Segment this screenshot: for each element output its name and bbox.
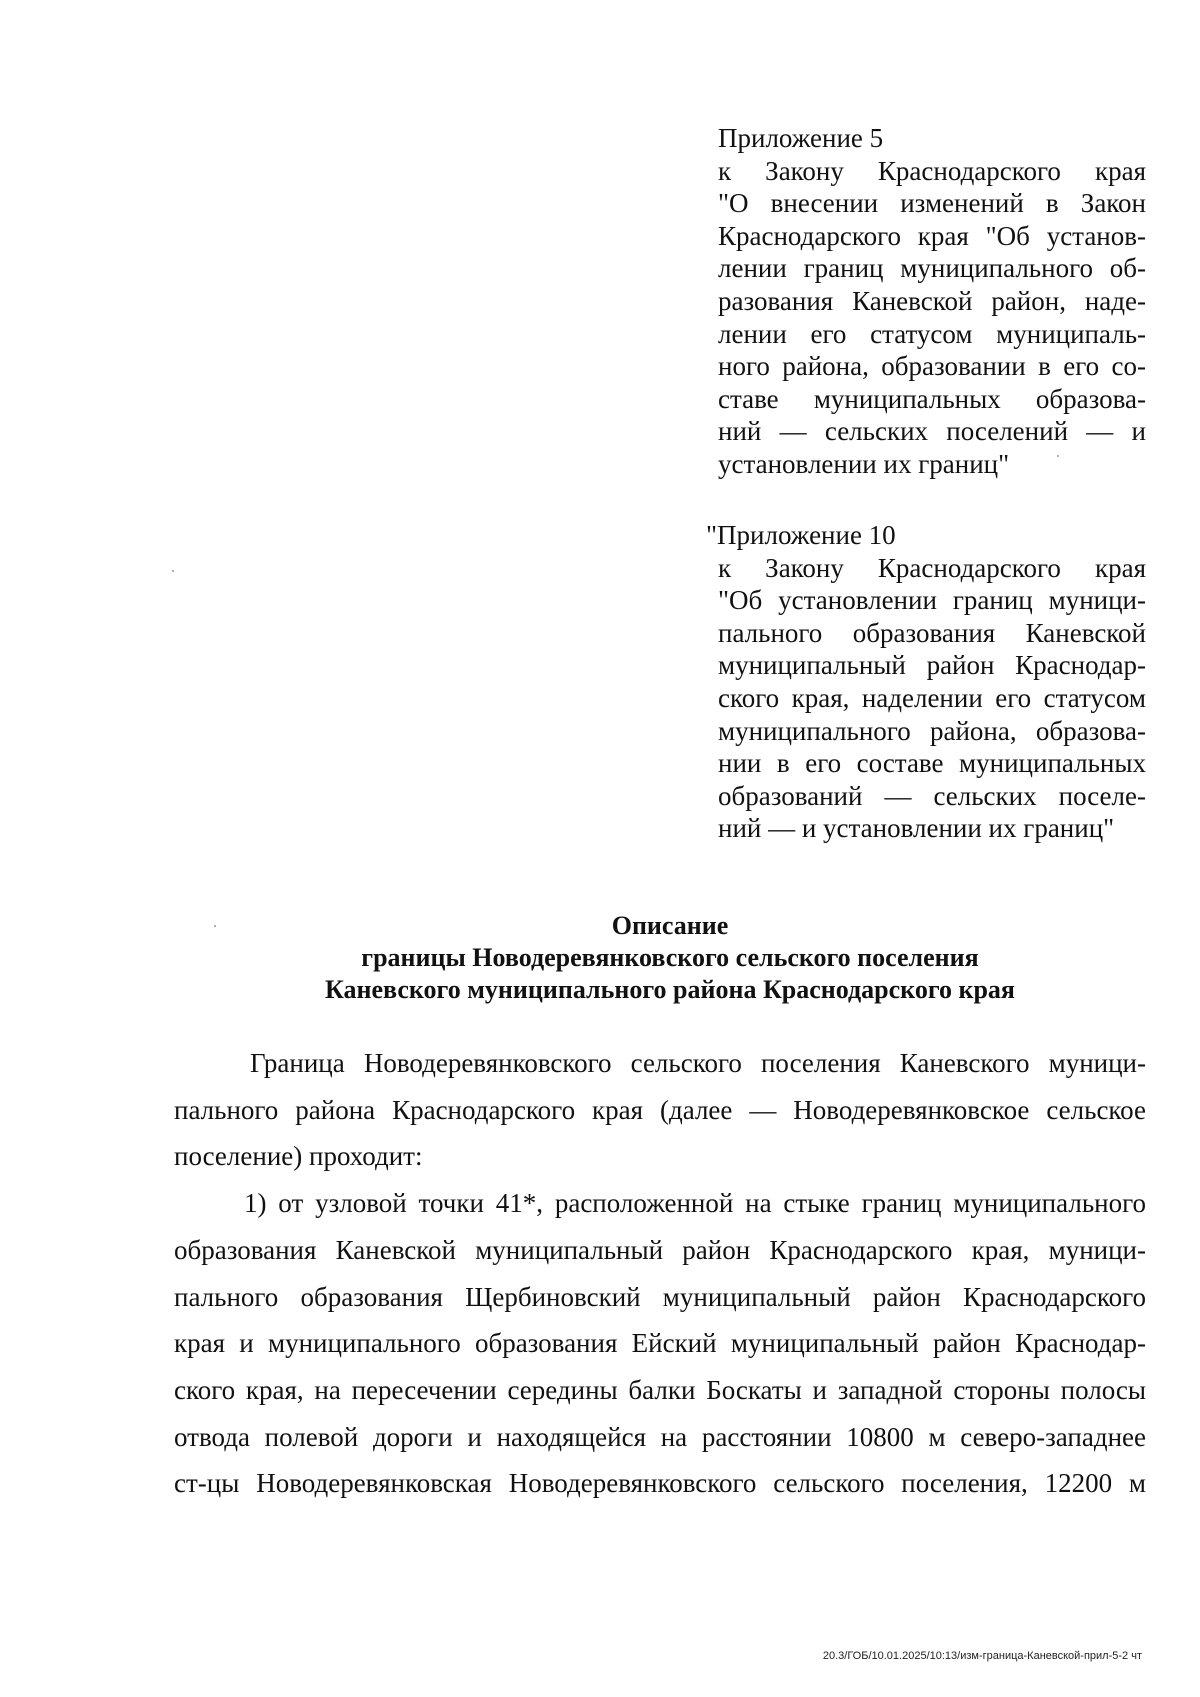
paragraph-1 — [174, 1040, 1146, 1180]
appendix-10-line: нии в его составе муниципальных — [718, 748, 1146, 779]
appendix-5-line: "О внесении изменений в Закон — [718, 188, 1146, 219]
appendix-5-text — [718, 155, 1146, 481]
appendix-5-line: к Закону Краснодарского края — [718, 155, 1146, 186]
appendix-10-text — [718, 552, 1146, 845]
appendix-10-line: пального образования Каневской — [718, 617, 1146, 648]
paragraph-line: поселение) проходит: — [174, 1141, 423, 1172]
appendix-5-line: ний — сельских поселений — и — [718, 416, 1146, 447]
appendix-10-line: к Закону Краснодарского края — [718, 552, 1146, 583]
paragraph-line: 1) от узловой точки 41*, расположенной на стыке границ муниципального — [244, 1188, 1146, 1219]
paragraph-2 — [174, 1180, 1146, 1507]
heading-line-2: границы Новодеревянковского сельского поселения — [361, 943, 979, 972]
appendix-5-line: Краснодарского края "Об установ- — [718, 220, 1146, 251]
appendix-5-block — [718, 122, 1146, 481]
scan-speck — [1057, 455, 1059, 457]
paragraph-line: Граница Новодеревянковского сельского поселения Каневского муници- — [250, 1048, 1146, 1078]
appendix-5-line: лении его статусом муниципаль- — [718, 318, 1146, 349]
appendix-5-line: ного района, образовании в его со- — [718, 351, 1146, 382]
heading-line-1: Описание — [611, 911, 729, 940]
appendix-10-line: ского края, наделении его статусом — [718, 682, 1146, 713]
paragraph-line: края и муниципального образования Ейский муниципальный район Краснодар- — [174, 1328, 1146, 1359]
appendix-5-line: разования Каневской район, наде- — [718, 285, 1146, 316]
appendix-10-title: "Приложение 10 — [706, 520, 896, 550]
scan-speck — [172, 570, 174, 572]
appendix-10-line: муниципального района, образова- — [718, 715, 1146, 746]
appendix-10-block — [706, 519, 1146, 845]
document-heading — [170, 910, 1170, 1006]
heading-line-3: Каневского муниципального района Краснодарского края — [324, 975, 1015, 1004]
paragraph-line: пального образования Щербиновский муниципальный район Краснодарского — [174, 1281, 1146, 1312]
document-body — [174, 1040, 1146, 1507]
paragraph-line: ского края, на пересечении середины балки Боскаты и западной стороны полосы — [174, 1374, 1146, 1405]
paragraph-line: образования Каневской муниципальный район Краснодарского края, муници- — [174, 1234, 1146, 1265]
appendix-10-line: "Об установлении границ муници- — [718, 585, 1146, 616]
paragraph-line: ст-цы Новодеревянковская Новодеревянковского сельского поселения, 12200 м — [174, 1468, 1146, 1499]
appendix-10-line: муниципальный район Краснодар- — [718, 650, 1146, 681]
appendix-5-line: лении границ муниципального об- — [718, 253, 1146, 284]
paragraph-line: отвода полевой дороги и находящейся на расстоянии 10800 м северо-западнее — [174, 1421, 1146, 1452]
document-footer-code: 20.3/ГОБ/10.01.2025/10:13/изм-граница-Каневской-прил-5-2 чт — [822, 1650, 1142, 1662]
scan-speck — [214, 925, 216, 927]
appendix-5-title: Приложение 5 — [718, 123, 884, 153]
appendix-5-line: ставе муниципальных образова- — [718, 383, 1146, 414]
appendix-10-line: ний — и установлении их границ" — [718, 813, 1115, 844]
appendix-5-line: установлении их границ" — [718, 448, 1010, 479]
appendix-10-line: образований — сельских поселе- — [718, 780, 1146, 811]
paragraph-line: пального района Краснодарского края (далее — Новодеревянковское сельское — [174, 1094, 1146, 1125]
